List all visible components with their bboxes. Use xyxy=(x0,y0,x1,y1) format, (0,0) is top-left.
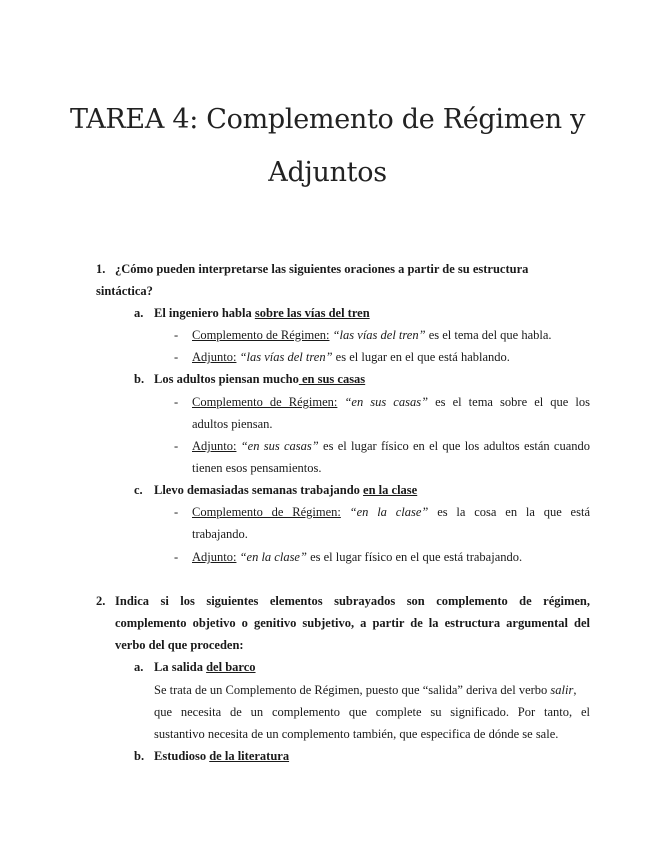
item-1c-answer-2: Adjunto: “en la clase” es el lugar físico en el que está trabajando. xyxy=(192,550,523,564)
question-2-text-line-1: Indica si los siguientes elementos subrayados son complemento de régimen, xyxy=(115,594,590,608)
item-1c-marker: c. xyxy=(134,483,143,497)
item-1b-answer-1-cont: adultos piensan. xyxy=(192,417,273,431)
page-title-line-2: Adjuntos xyxy=(268,157,387,188)
question-2-text-line-3: verbo del que proceden: xyxy=(115,638,244,652)
item-1a-sentence: El ingeniero habla sobre las vías del tren xyxy=(154,306,370,320)
item-1b-underlined: en sus casas xyxy=(298,372,366,386)
item-2a-marker: a. xyxy=(134,660,144,674)
item-1a-answer-1: Complemento de Régimen: “las vías del tren” es el tema del que habla. xyxy=(192,328,552,342)
item-2b-underlined: de la literatura xyxy=(209,749,290,763)
item-2a-sentence: La salida del barco xyxy=(154,660,256,674)
item-2b-sentence: Estudioso de la literatura xyxy=(154,749,290,763)
item-2a-answer-line-3: sustantivo necesita de un complemento también, que especifica de dónde se sale. xyxy=(154,727,559,741)
item-1b-sentence: Los adultos piensan mucho en sus casas xyxy=(154,372,366,386)
item-1c-answer-1: Complemento de Régimen: “en la clase” es la cosa en la que está xyxy=(192,505,590,519)
question-2-text-line-2: complemento objetivo o genitivo subjetivo, a partir de la estructura argumental del xyxy=(115,616,590,630)
item-1c-underlined: en la clase xyxy=(363,483,418,497)
bullet-dash: - xyxy=(174,550,179,564)
bullet-dash: - xyxy=(174,328,179,342)
item-1b-answer-1: Complemento de Régimen: “en sus casas” es el tema sobre el que los xyxy=(192,395,590,409)
item-1b-answer-2: Adjunto: “en sus casas” es el lugar físico en el que los adultos están cuando xyxy=(192,439,591,453)
item-1c-answer-1-cont: trabajando. xyxy=(192,527,248,541)
item-2b-marker: b. xyxy=(134,749,145,763)
bullet-dash: - xyxy=(174,439,179,453)
item-2a-answer-line-1: Se trata de un Complemento de Régimen, puesto que “salida” deriva del verbo salir, xyxy=(154,683,577,697)
item-1b-answer-2-cont: tienen esos pensamientos. xyxy=(192,461,322,475)
question-2-number: 2. xyxy=(96,594,106,608)
bullet-dash: - xyxy=(174,505,179,519)
bullet-dash: - xyxy=(174,350,179,364)
item-1b-marker: b. xyxy=(134,372,145,386)
item-1c-sentence: Llevo demasiadas semanas trabajando en la clase xyxy=(154,483,418,497)
page-title-line-1: TAREA 4: Complemento de Régimen y xyxy=(69,104,586,135)
question-1-text-line-1: ¿Cómo pueden interpretarse las siguientes oraciones a partir de su estructura xyxy=(115,262,529,276)
item-1a-answer-2: Adjunto: “las vías del tren” es el lugar en el que está hablando. xyxy=(192,350,510,364)
item-1a-underlined: sobre las vías del tren xyxy=(254,306,370,320)
question-1-text-line-2: sintáctica? xyxy=(96,284,153,298)
item-2a-answer-line-2: que necesita de un complemento que complete su significado. Por tanto, el xyxy=(154,705,590,719)
item-1a-marker: a. xyxy=(134,306,144,320)
item-2a-underlined: del barco xyxy=(206,660,256,674)
question-1-number: 1. xyxy=(96,262,106,276)
bullet-dash: - xyxy=(174,395,179,409)
